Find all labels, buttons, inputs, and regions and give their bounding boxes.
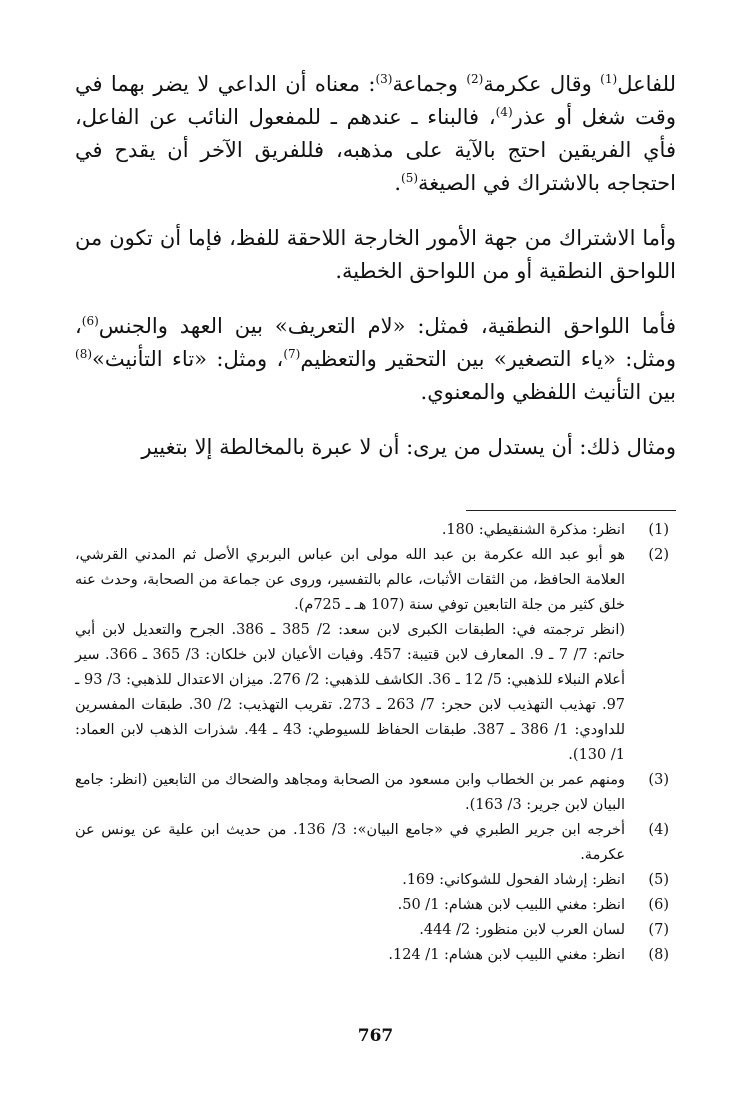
footnote-body	[75, 943, 625, 968]
text-span: ، ومثل: «ياء التصغير» بين التحقير والتعظيم	[75, 314, 677, 371]
text-span: بين التأنيث اللفظي والمعنوي.	[420, 380, 676, 404]
text-span: وجماعة	[392, 72, 467, 96]
footnote-1	[75, 518, 671, 543]
footnote-body	[75, 543, 625, 768]
footnote-text: انظر: مغني اللبيب لابن هشام: 1/ 124.	[388, 947, 625, 963]
footnote-number: (2)	[648, 547, 669, 563]
footnote-text: هو أبو عبد الله عكرمة بن عبد الله مولى ابن عباس البربري الأصل ثم المدني القرشي، العلامة الحافظ، من الثقات الأثبات، عالم بالتفسير، وروى عن جماعة من الصحابة، وحدث عنه خلق كثير من جلة التابعين توفي سنة (107 هـ ـ 725م).	[75, 547, 625, 613]
paragraph-1	[75, 68, 676, 200]
footnote-body	[75, 818, 625, 868]
footnote-ref-5[interactable]: (5)	[401, 171, 419, 185]
footnote-text: (انظر ترجمته في: الطبقات الكبرى لابن سعد: 2/ 385 ـ 386. الجرح والتعديل لابن أبي حاتم: 7/ 7 ـ 9. المعارف لابن قتيبة: 457. وفيات الأعيان لابن خلكان: 3/ 365 ـ 366. سير أعلام النبلاء للذهبي: 5/ 12 ـ 36. الكاشف للذهبي: 2/ 276. ميزان الاعتدال للذهبي: 3/ 93 ـ 97. تهذيب التهذيب لابن حجر: 7/ 263 ـ 273. تقريب التهذيب: 2/ 30. طبقات المفسرين للداودي: 1/ 386 ـ 387. طبقات الحفاظ للسيوطي: 43 ـ 44. شذرات الذهب لابن العماد: 1/ 130).	[75, 622, 626, 763]
footnote-body	[75, 768, 625, 818]
footnote-body	[75, 893, 625, 918]
paragraph-3	[75, 310, 676, 409]
footnote-text: ومنهم عمر بن الخطاب وابن مسعود من الصحابة ومجاهد والضحاك من التابعين (انظر: جامع البيان لابن جرير: 3/ 163).	[75, 772, 625, 813]
footnote-7	[75, 918, 671, 943]
footnote-body	[75, 868, 625, 893]
text-span: ، ومثل: «تاء التأنيث»	[92, 347, 284, 371]
footnote-ref-1[interactable]: (1)	[600, 72, 618, 86]
footnote-5	[75, 868, 671, 893]
footnote-2	[75, 543, 671, 768]
footnote-text: لسان العرب لابن منظور: 2/ 444.	[419, 922, 625, 938]
footnote-ref-3[interactable]: (3)	[375, 72, 393, 86]
footnotes	[75, 518, 671, 968]
footnote-text: انظر: مذكرة الشنقيطي: 180.	[441, 522, 625, 538]
footnote-ref-6[interactable]: (6)	[81, 314, 99, 328]
footnote-body	[75, 518, 625, 543]
footnote-number: (4)	[648, 822, 669, 838]
paragraph-2: وأما الاشتراك من جهة الأمور الخارجة اللاحقة للفظ، فإما أن تكون من اللواحق النطقية أو من اللواحق الخطية.	[75, 226, 676, 283]
footnote-text: انظر: مغني اللبيب لابن هشام: 1/ 50.	[397, 897, 625, 913]
footnote-8	[75, 943, 671, 968]
footnote-body	[75, 918, 625, 943]
page-number: 767	[357, 1026, 394, 1046]
footnote-ref-7[interactable]: (7)	[283, 347, 301, 361]
footnote-number: (6)	[648, 897, 669, 913]
footnote-number: (1)	[648, 522, 669, 538]
text-span: .	[394, 171, 402, 195]
footnote-number: (3)	[648, 772, 669, 788]
text-span: للفاعل	[617, 72, 676, 96]
footnote-number: (8)	[648, 947, 669, 963]
main-text	[75, 68, 676, 464]
footnote-4	[75, 818, 671, 868]
text-span: فأما اللواحق النطقية، فمثل: «لام التعريف» بين العهد والجنس	[98, 314, 676, 338]
footnote-ref-4[interactable]: (4)	[495, 105, 513, 119]
text-span: : معناه أن الداعي لا يضر بهما في وقت شغل أو عذر	[75, 72, 676, 129]
footnote-number: (5)	[648, 872, 669, 888]
footnote-6	[75, 893, 671, 918]
text-span: ، فالبناء ـ عندهم ـ للمفعول النائب عن الفاعل، فأي الفريقين احتج بالآية على مذهبه، فللفريق الآخر أن يقدح في احتجاجه بالاشتراك في الصيغة	[75, 105, 676, 195]
footnote-ref-8[interactable]: (8)	[75, 347, 93, 361]
footnote-ref-2[interactable]: (2)	[466, 72, 484, 86]
footnote-text: أخرجه ابن جرير الطبري في «جامع البيان»: 3/ 136. من حديث ابن علية عن يونس عن عكرمة.	[75, 822, 625, 863]
footnote-number: (7)	[648, 922, 669, 938]
footnote-separator	[466, 510, 676, 511]
paragraph-4: ومثال ذلك: أن يستدل من يرى: أن لا عبرة بالمخالطة إلا بتغيير	[141, 435, 676, 459]
footnote-3	[75, 768, 671, 818]
text-span: وقال عكرمة	[483, 72, 601, 96]
footnote-text: انظر: إرشاد الفحول للشوكاني: 169.	[402, 872, 625, 888]
